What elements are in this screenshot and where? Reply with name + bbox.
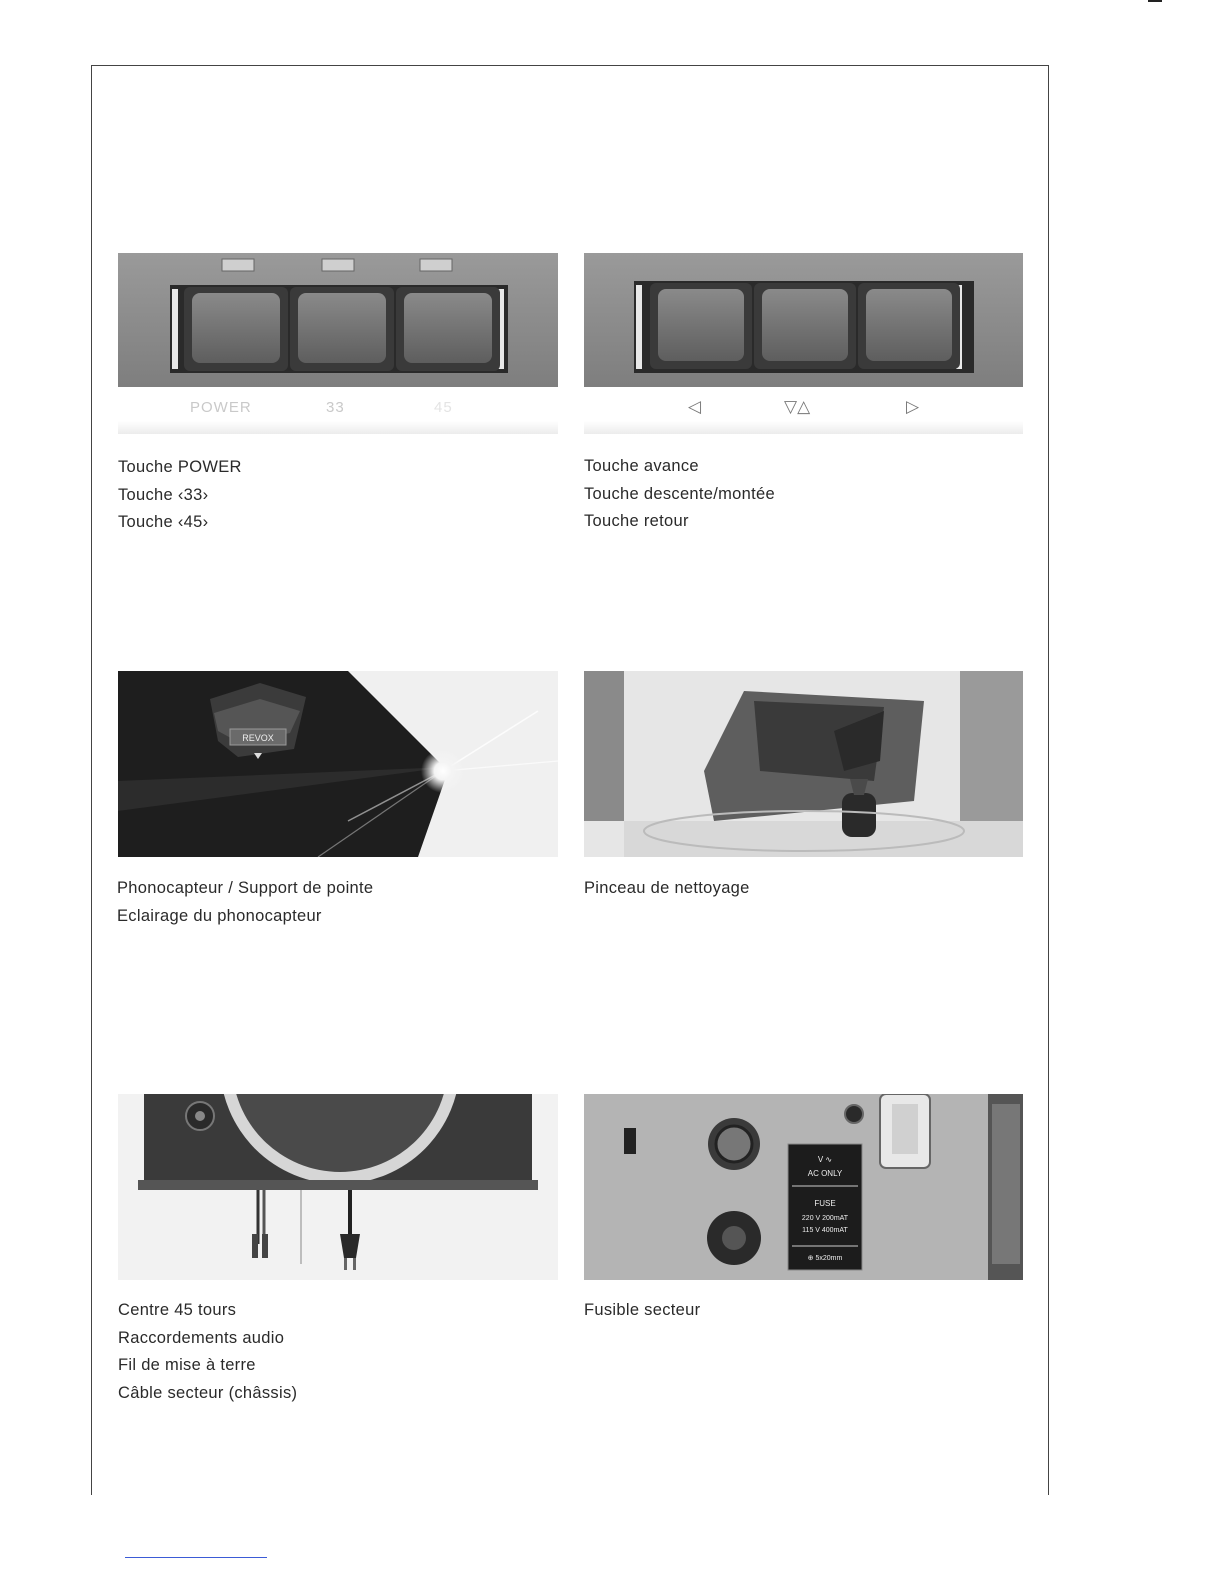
caption-line: Fil de mise à terre [118, 1356, 256, 1374]
photo-rear-connections [118, 1094, 558, 1280]
caption-line: Touche POWER [118, 458, 242, 476]
fuse-label-115v: 115 V 400mAT [802, 1227, 848, 1234]
caption-line: Touche descente/montée [584, 484, 775, 503]
corner-mark [1148, 0, 1162, 2]
label-45: 45 [434, 399, 453, 416]
caption-line: Phonocapteur / Support de pointe [117, 879, 374, 897]
photo-cleaning-brush [584, 671, 1023, 857]
fuse-label-fuse: FUSE [814, 1199, 836, 1208]
caption-rear-connections [118, 1297, 297, 1407]
caption-line: Touche retour [584, 512, 689, 530]
caption-line: Touche ‹33› [118, 485, 209, 504]
photo-cartridge [118, 671, 558, 857]
fuse-label-voltage: V ∿ [817, 1155, 833, 1164]
caption-cleaning-brush [584, 875, 750, 903]
caption-line: Raccordements audio [118, 1328, 285, 1347]
fuse-label-ac-only: AC ONLY [807, 1169, 843, 1178]
caption-line: Touche ‹45› [118, 513, 209, 531]
caption-power-panel [118, 454, 242, 537]
caption-line: Câble secteur (châssis) [118, 1383, 298, 1402]
caption-line: Fusible secteur [584, 1301, 701, 1319]
footer-underline [125, 1557, 267, 1558]
photo-fuse-panel [584, 1094, 1023, 1280]
fuse-label-size: ⊕ 5x20mm [807, 1255, 843, 1262]
caption-line: Centre 45 tours [118, 1301, 237, 1319]
caption-fuse [584, 1297, 700, 1325]
caption-line: Pinceau de nettoyage [584, 879, 750, 897]
revox-logo: REVOX [242, 733, 274, 743]
label-power: POWER [190, 399, 252, 416]
caption-cartridge [117, 875, 373, 930]
label-33: 33 [326, 399, 345, 416]
fuse-label-220v: 220 V 200mAT [801, 1215, 849, 1222]
caption-line: Eclairage du phonocapteur [117, 906, 322, 925]
label-down-up-icon: ▽△ [784, 397, 811, 416]
label-forward-icon: ◁ [688, 397, 702, 416]
caption-transport-panel [584, 453, 775, 536]
photo-transport-buttons [584, 253, 1023, 387]
caption-line: Touche avance [584, 457, 699, 475]
label-return-icon: ▷ [906, 397, 920, 416]
photo-power-buttons [118, 253, 558, 387]
